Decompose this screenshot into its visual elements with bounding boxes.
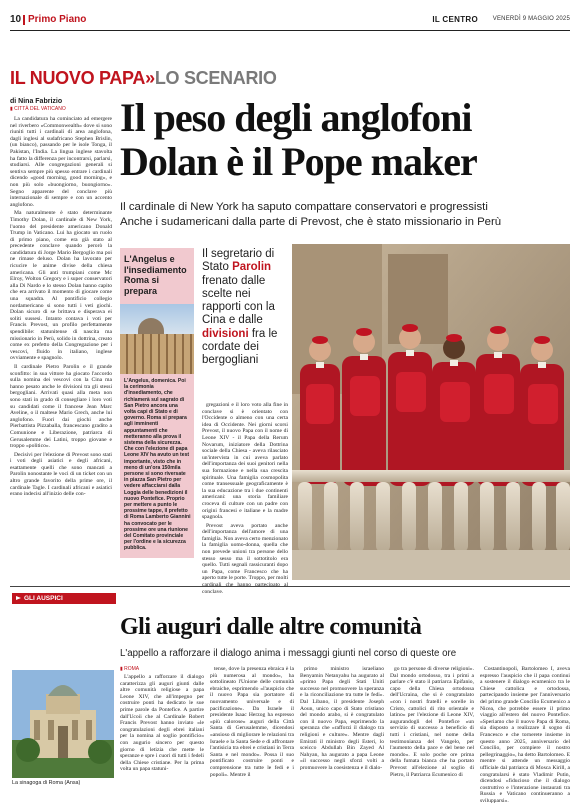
issue-date: VENERDÌ 9 MAGGIO 2025 <box>492 16 570 22</box>
body-paragraph: gregazioni e il loro voto alla fine in conclave si è orientato con l'Occidente o almeno con una certa idea di Occidente. Nei giorni scorsi Prevost, il nuovo Papa con il nome di Leone XIV - il Papa della Rerum Novarum, iniziatore della Dottrina sociale della Chiesa - aveva rilasciato un'intervista in cui aveva parlato dell'importanza dei suoi genitori nella sua formazione e nella sua crescita spirituale. Una famiglia cosmopolita come transessuale geograficamente è la sua educazione tra i due continenti americani: una storia familiare croceva di culture con un padre con origini francesi e italiane e la madre spagnola. <box>202 402 288 521</box>
body-paragraph: tense, dove la presenza ebraica è la più numerosa al mondo», ha sottolineato l'Unione delle comunità ebraiche, esprimendo «l'auspicio che il nuovo Papa sia portatore di nuovamento universale e di pacificazione». Da Israele il presidente Isaac Herzog ha espresso «più calorose» auguri della Città Santa di Gerusalemme, dicendosi «ansioso di migliorare le relazioni tra Israele e la Santa Sede e di affrontare l'antisicia tra ebrei e cristiani in Terra Santa e nel mondo». Possa il suo pontificato costruire ponti e comprensione tra tutte le fedi e i popoli». Mentre il <box>210 666 294 778</box>
running-header <box>10 14 570 28</box>
second-dateline: ▮ ROMA <box>120 666 140 672</box>
second-body-col-3 <box>300 666 384 786</box>
article-body-middle <box>202 402 288 595</box>
newspaper-name: IL CENTRO <box>432 15 478 24</box>
kicker-main: IL NUOVO PAPA <box>10 68 146 88</box>
dateline: ▮ CITTÀ DEL VATICANO <box>10 106 66 112</box>
cardinals-balcony-photo <box>292 244 570 580</box>
second-deck: L'appello a rafforzare il dialogo anima i messaggi giunti nel corso di queste ore <box>120 648 457 659</box>
sidebar-title: L'Angelus e l'insediamento Roma si prepara <box>124 254 187 296</box>
photo-caption: La sinagoga di Roma (Ansa) <box>12 780 81 786</box>
colonnade-shape <box>120 334 194 374</box>
kicker-separator: » <box>145 68 155 88</box>
pull-quote-text: Il segretario di Stato <box>202 248 275 274</box>
body-paragraph: L'appello a rafforzare il dialogo caratterizza gli auguri giunti dalle altre comunità religiose a papa Leone XIV, che all'impegno per costruire ponti ha dedicato le sue prime parole da Pontefice. A partire dall'Ucoii che al Cardinale Robert Francis Prevost hanno inviato «le congratulazioni degli ebrei italiani per la nomina al soglio pontificio» con augurio sincero per questo giorno di letizia che mette le speranze e spre i cuori di tutti i fedeli della Chiese cristiane. Per la prima volta un papa statuni- <box>120 674 204 773</box>
second-body-col-5 <box>480 666 570 804</box>
deck-line: Anche i sudamericani dalla parte di Prevost, che è stato missionario in Perù <box>120 216 502 228</box>
author-name: di Nina Fabrizio <box>10 98 63 105</box>
headline-line: Dolan è il Pope maker <box>120 139 477 184</box>
cardinals-illustration <box>292 244 570 580</box>
article-body-left <box>10 116 112 582</box>
deck-line: Il cardinale di New York ha saputo compattare conservatori e progressisti <box>120 201 488 213</box>
pull-quote-text: fra le cordate dei bergogliani <box>202 327 278 367</box>
body-paragraph: Costantinopoli, Bartolomeo I, aveva espresso l'auspicio che il papa continui a sostenere il dialogo ecumenico tra le Chiese cattolica e ortodossa, partecipando insieme per l'anniversario del primo grande Concilio Ecumenico a Nicea, che potrebbe essere il primo viaggio all'estero del nuovo Pontefice. «Speriamo che il nuovo Papa di Roma, sia disposto a realizzare il sogno di Francesco e che tornerete insieme in questo anno 2025, anniversario del Concilio, per compiere il nostro pellegrinaggio», ha detto Bartolomeo. E mentre si attende un messaggio ufficiale dal patriarca di Mosca Kirill, a congratularsi è stato Vladimir Putin, dicendosi «fiducioso che il dialogo costruttivo e l'interazione instaurati tra Russia e Vaticano continueranno a svilupparsi». <box>480 666 570 804</box>
body-paragraph: go tra persone di diverse religioni». Dal mondo ortodosso, tra i primi a parlare c'è stato il patriarca Epifanio, capo della Chiesa ortodossa dell'Ucraina, che si è congratulato «con i nostri fratelli e sorelle in Cristo, cattolici di rito orientale e latino» per l'elezione di Leone XIV, augurandogli del Pontefice «un servizio di successo a beneficio di tutti i cristiani, nel nome della testimonianza del Vangelo, per l'aumento della pace e del bene nel mondo». E solo poche ore prima della fumata bianca che ha portato Prevost all'elezione al soglio di Pietro, il Patriarca Ecumenico di <box>390 666 474 778</box>
topic-kicker <box>10 68 277 89</box>
sidebar-photo-st-peters <box>120 304 194 374</box>
pull-quote-text: frenato dalle scelte nei rapporti con la Cina e dalle <box>202 274 275 327</box>
body-paragraph: Decisivi per l'elezione di Prevost sono stati i voti degli asiatici e degli africani, esattamente quelli che sono mancati a Parolin nonostante le voci di un ticket con un altro grande favorito della prime ore, il cardinale Tagle. I cardinali africani e asiatici erano indecisi all'inizio delle con- <box>10 451 112 498</box>
synagogue-photo <box>12 670 114 778</box>
header-rule <box>10 30 570 31</box>
section-label: Primo Piano <box>28 14 87 25</box>
body-paragraph: Il cardinale Pietro Parolin e il grande sconfitto: in sua vittore ha giocato l'accordo sulla nomina dei vescovi con la Cina ma hanno pesato anche le divisioni tra gli stessi bergogliani. Arrivati quasi alla meta non sono stati in grado di consegliare i loro voti su candidati come il francese Jean Marc Aveline, o il maltese Mario Grech, anche lui anglofono. Fuori dai giochi anche Pierbattista Pizzaballa, francescano gradito a Comunione e Liberazione, patriarca di Gerusalemme dei Latini, troppo giovane e troppo «politico». <box>10 363 112 450</box>
article-deck <box>120 200 570 230</box>
second-body-col-1 <box>120 674 204 786</box>
page-number: 10 <box>10 14 22 25</box>
sidebar-text: L'Angelus, domenica. Poi la cerimonia d'insediamento, che richiamerà sul sagrato di San Pietro ancora una volta capi di Stato e di governo. Roma si prepara agli imminenti appuntamenti che metteranno alla prova il sistema della sicurezza. Che con l'elezione di papa Leone XIV ha avuto un test importante, visto che in meno di un'ora 150mila persone si sono riversate in piazza San Pietro per vedere affacciarsi dalla Loggia delle benedizioni il nuovo Pontefice. Proprio per mettere a punto le prossime tappe, il prefetto di Roma Lamberto Giannini ha convocato per le prossime ore una riunione del Comitato provinciale per l'ordine e la sicurezza pubblica. <box>124 378 191 552</box>
main-headline <box>120 96 570 184</box>
pull-quote <box>202 248 288 368</box>
body-paragraph: Ma naturalmente è stato determinante Timothy Dolan, il cardinale di New York, l'uomo del presidente americano Donald Trump in Vaticano. Lui ha giocato un ruolo di primo piano, come era già stato al precedente conclave quando perorò la candidatura di Jorge Mario Bergoglio ma poi ne rimase deluso. Dolan ha lavorato per ricucire le anime divise della chiesa americana. Gli anti trumpiani come Mc Elroy, Wolton Gregory e i super conservatori alla Di Nardo e lo stesso Dolan hanno capito che era arrivato il momento di giocare come una squadra. Al pontificio collegio nordamericano si sono tutti i veti giochi. Dolan sicuro di se brittava e disperava ei soliti sussesi. Intanto contava i voti per Francis Prevost, un profilo perfettamente spendibile: statunitense di nascita ma missionario in Perù, solido in dottrina, creato come ex prefetto della Congregazione per i vescovi, fluido in italiano, inglese ovviamente e spagnolo. <box>10 210 112 362</box>
synagogue-illustration <box>12 670 114 778</box>
section-divider <box>10 586 570 587</box>
second-body-col-2 <box>210 666 294 786</box>
body-paragraph: Prevost aveva portato anche dell'importanza dell'amore di una famiglia. Non aveva certo menzionato la famiglia uomo-donna, quella che non prevede unioni tra persone dello stesso sesso ma il sottotitolo era quello. Tutti segnali rassicuranti dopo un Papa, come Francesco che ha aperto tutte le porte. Troppo, per molti conclave. <box>202 522 288 595</box>
headline-line: Il peso degli anglofoni <box>120 95 472 140</box>
body-paragraph: La candidatura ha cominciato ad emergere nel riverbero «Commonwealth» dove si sono riuniti tutti i cardinali di area anglofona, dagli inglesi al sudafricano Stephen Brislin, (un bianco), passando per le isole Tonga, il Pakistan, l'India. La lingua inglese stavolta ha fatto la differenza per incontrarsi, parlarsi, studiarsi. Alle congregazioni generali si sentiva sempre più spesso entrare i cardinali dicendo «good morning, good morning», e non più solo «buongiorno, buongiorno». Segno apparente del conclave più internazionale di sempre e con un accento anglofono. <box>10 116 112 208</box>
pull-quote-highlight: Parolin <box>232 261 272 274</box>
pull-quote-highlight: divisioni <box>202 327 249 340</box>
sidebar-box <box>120 248 194 558</box>
byline <box>10 98 110 112</box>
section-tag: GLI AUSPICI <box>12 593 116 604</box>
body-paragraph: primo ministro israeliano Benyamin Netanyahu ha augurato al «primo Papa degli Stati Uniti successo nel promuovere la speranza e la riconciliazione tra tutte le fedi». Dal Libano, il presidente Joseph Aoun, unico capo di Stato cristiano del mondo arabo, si è congratulato con il nuovo Papa, esprimendo la speranza che «rafforzi il dialogo tra religioni e culture». Mentre dagli Emirati il ministro degli Esteri, lo sceicco Abdullah Bin Zayed Al Nahyan, ha augurato a papa Leone «il successo negli sforzi volti a promuovere la coesistenza e il dialo- <box>300 666 384 771</box>
second-headline: Gli auguri dalle altre comunità <box>120 614 422 640</box>
kicker-sub: LO SCENARIO <box>154 68 277 88</box>
second-body-col-4 <box>390 666 474 786</box>
